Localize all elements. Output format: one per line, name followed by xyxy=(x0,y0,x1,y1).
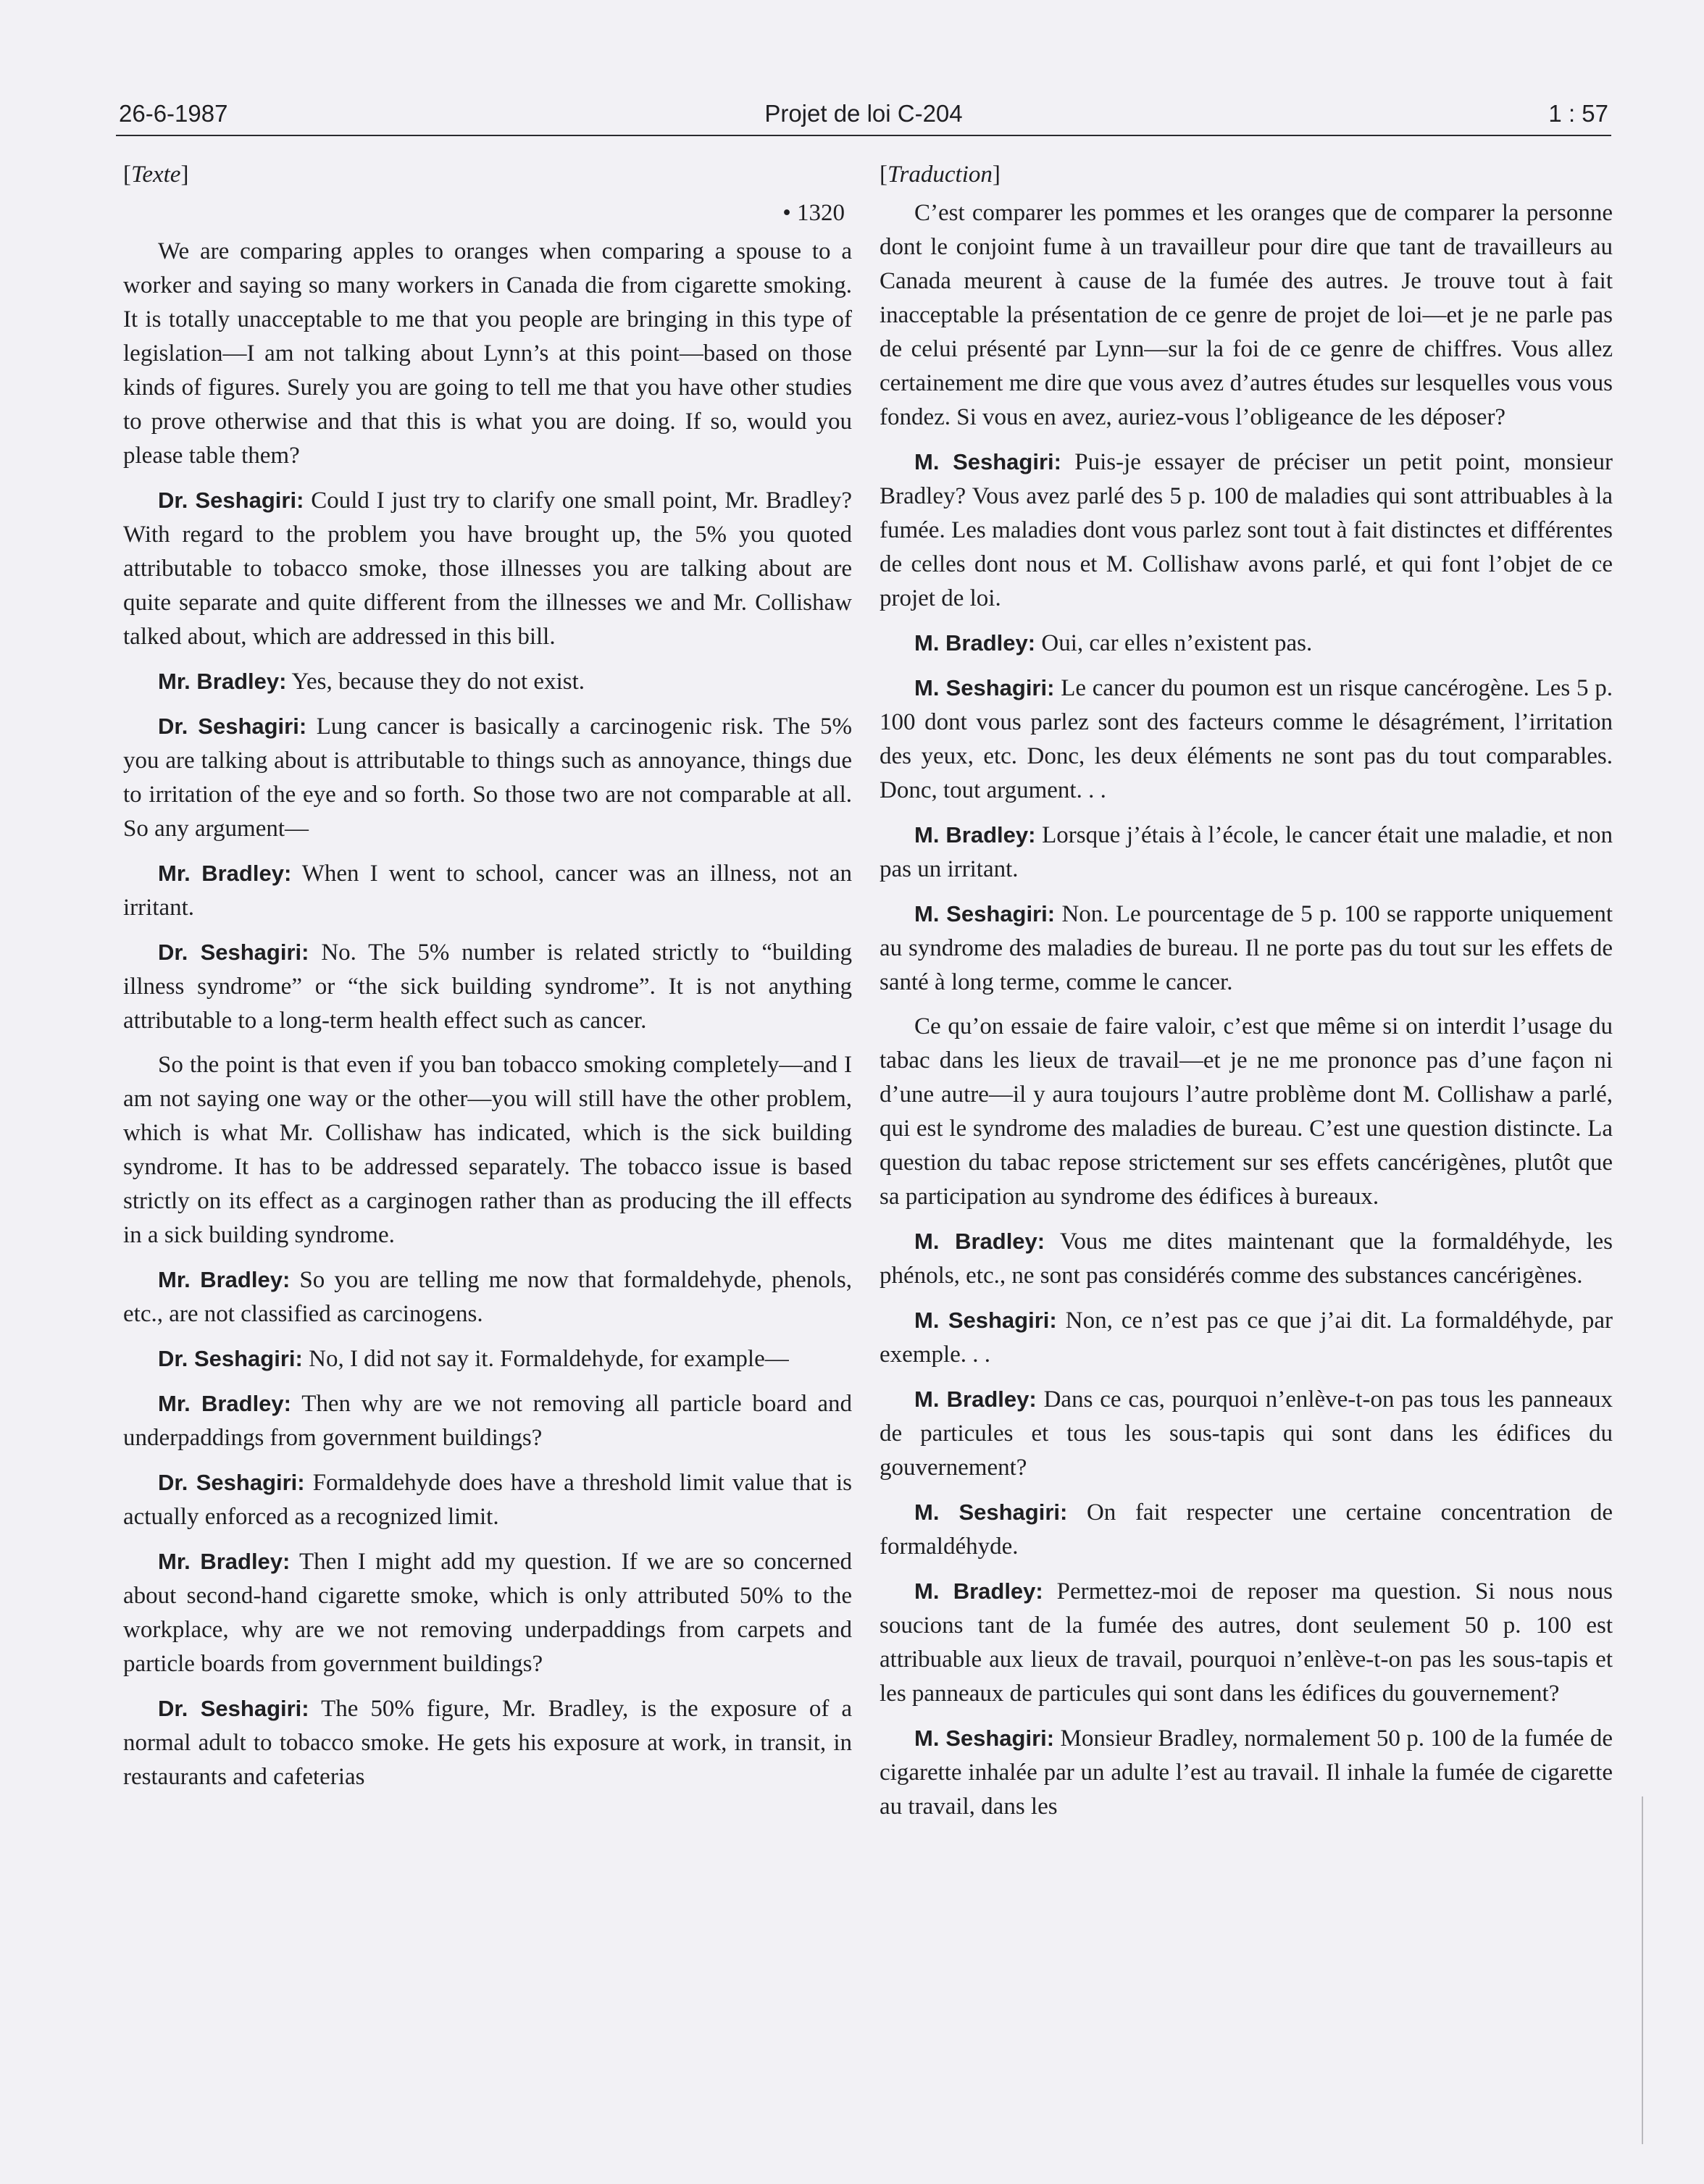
speaker-name: M. Bradley: xyxy=(914,630,1036,656)
paragraph-text: Then why are we not removing all particle board and underpaddings from government buildings? xyxy=(123,1391,852,1451)
transcript-paragraph xyxy=(123,1342,852,1376)
transcript-paragraph xyxy=(880,1721,1613,1824)
paragraph-text: When I went to school, cancer was an illness, not an irritant. xyxy=(123,861,852,921)
speaker-name: Dr. Seshagiri: xyxy=(158,488,304,513)
transcript-paragraph xyxy=(123,1048,852,1252)
speaker-name: M. Bradley: xyxy=(914,1578,1043,1604)
paragraph-text: So the point is that even if you ban tobacco smoking completely—and I am not saying one way or the other—you will still have the other problem, which is what Mr. Collishaw has indicated, which is the sick building syndrome. It has to be addressed separately. The tobacco issue is based strictly on its effect as a carginogen rather than as producing the ill effects in a sick building syndrome. xyxy=(123,1052,852,1248)
margin-rule xyxy=(1642,1796,1643,2144)
speaker-name: Mr. Bradley: xyxy=(158,1549,291,1574)
paragraph-text: No, I did not say it. Formaldehyde, for example— xyxy=(309,1346,789,1372)
french-column xyxy=(880,158,1613,2056)
section-tag-label: Traduction xyxy=(888,162,993,188)
speaker-name: Mr. Bradley: xyxy=(158,669,287,694)
page-header xyxy=(116,94,1611,136)
transcript-paragraph xyxy=(123,709,852,846)
transcript-paragraph xyxy=(123,1465,852,1534)
speaker-name: Mr. Bradley: xyxy=(158,1267,291,1292)
transcript-paragraph xyxy=(123,664,852,699)
section-tag-label: Texte xyxy=(131,162,181,188)
transcript-paragraph xyxy=(880,671,1613,808)
transcript-paragraph xyxy=(123,1691,852,1794)
speaker-name: M. Seshagiri: xyxy=(914,901,1056,926)
time-stamp: • 1320 xyxy=(782,200,845,226)
speaker-name: Dr. Seshagiri: xyxy=(158,1696,309,1721)
paragraph-text: Non. Le pourcentage de 5 p. 100 se rapporte uniquement au syndrome des maladies de bureau. Il ne porte pas du tout sur les effets de santé à long terme, comme le cancer. xyxy=(880,901,1613,995)
header-page-number: 1 : 57 xyxy=(1548,100,1608,127)
paragraph-text: On fait respecter une certaine concentration de formaldéhyde. xyxy=(880,1499,1613,1560)
paragraph-text: Formaldehyde does have a threshold limit value that is actually enforced as a recognized limit. xyxy=(123,1470,852,1530)
section-tag-texte: [Texte] xyxy=(123,162,189,188)
transcript-paragraph xyxy=(880,1224,1613,1293)
transcript-paragraph xyxy=(880,818,1613,887)
speaker-name: Dr. Seshagiri: xyxy=(158,1346,303,1371)
transcript-paragraph xyxy=(880,626,1613,661)
transcript-paragraph xyxy=(123,1386,852,1455)
paragraph-text: Oui, car elles n’existent pas. xyxy=(1041,630,1313,656)
transcript-paragraph xyxy=(880,1382,1613,1485)
header-date: 26-6-1987 xyxy=(119,100,228,127)
paragraph-text: The 50% figure, Mr. Bradley, is the exposure of a normal adult to tobacco smoke. He gets his exposure at work, in transit, in restaurants and cafeterias xyxy=(123,1696,852,1790)
paragraph-text: C’est comparer les pommes et les oranges que de comparer la personne dont le conjoint fume à un travailleur pour dire que tant de travailleurs au Canada meurent à cause de la fumée des autres. Je trouve tout à fait inacceptable la présentation de ce genre de projet de loi—et je ne parle pas de celui présenté par Lynn—sur la foi de ce genre de chiffres. Vous allez certainement me dire que vous avez d’autres études sur lesquelles vous vous fondez. Si vous en avez, auriez-vous l’obligeance de les déposer? xyxy=(880,200,1613,430)
paragraph-text: Vous me dites maintenant que la formaldéhyde, les phénols, etc., ne sont pas considérés comme des substances cancérigènes. xyxy=(880,1229,1613,1289)
paragraph-text: Monsieur Bradley, normalement 50 p. 100 de la fumée de cigarette inhalée par un adulte l’est au travail. Il inhale la fumée de cigarette au travail, dans les xyxy=(880,1725,1613,1820)
speaker-name: M. Seshagiri: xyxy=(914,1725,1055,1751)
paragraph-text: Puis-je essayer de préciser un petit point, monsieur Bradley? Vous avez parlé des 5 p. 100 de maladies qui sont attribuables à la fumée. Les maladies dont vous parlez sont tout à fait distinctes et différentes de celles dont nous et M. Collishaw avons parlé, et qui font l’objet de ce projet de loi. xyxy=(880,449,1613,611)
paragraph-text: No. The 5% number is related strictly to “building illness syndrome” or “the sick building syndrome”. It is not anything attributable to a long-term health effect such as cancer. xyxy=(123,940,852,1034)
speaker-name: Mr. Bradley: xyxy=(158,1391,291,1416)
transcript-paragraph xyxy=(880,1303,1613,1372)
speaker-name: M. Bradley: xyxy=(914,822,1036,848)
transcript-paragraph xyxy=(880,1574,1613,1711)
transcript-paragraph xyxy=(880,897,1613,1000)
speaker-name: M. Seshagiri: xyxy=(914,1499,1068,1525)
speaker-name: M. Bradley: xyxy=(914,1386,1037,1412)
speaker-name: Mr. Bradley: xyxy=(158,861,292,886)
english-paragraphs xyxy=(123,235,852,1794)
transcript-paragraph xyxy=(123,483,852,654)
section-tag-traduction: [Traduction] xyxy=(880,162,1001,188)
transcript-paragraph xyxy=(880,445,1613,616)
transcript-paragraph xyxy=(123,1544,852,1681)
paragraph-text: Lorsque j’étais à l’école, le cancer était une maladie, et non pas un irritant. xyxy=(880,822,1613,882)
paragraph-text: Dans ce cas, pourquoi n’enlève-t-on pas tous les panneaux de particules et tous les sous-tapis qui sont dans les édifices du gouvernement? xyxy=(880,1386,1613,1481)
speaker-name: Dr. Seshagiri: xyxy=(158,714,307,739)
transcript-paragraph xyxy=(123,235,852,473)
transcript-paragraph xyxy=(880,1495,1613,1564)
speaker-name: M. Bradley: xyxy=(914,1229,1045,1254)
speaker-name: Dr. Seshagiri: xyxy=(158,940,309,965)
transcript-paragraph xyxy=(123,1263,852,1331)
paragraph-text: Ce qu’on essaie de faire valoir, c’est que même si on interdit l’usage du tabac dans les lieux de travail—et je ne me prononce pas d’une façon ni d’une autre—il y aura toujours l’autre problème dont M. Collishaw a parlé, qui est le syndrome des maladies de bureau. C’est une question distincte. La question du tabac repose strictement sur ses effets cancérigènes, plutôt que sa participation au syndrome des édifices à bureaux. xyxy=(880,1013,1613,1210)
paragraph-text: Yes, because they do not exist. xyxy=(291,669,585,695)
transcript-paragraph xyxy=(880,196,1613,435)
paragraph-text: We are comparing apples to oranges when comparing a spouse to a worker and saying so many workers in Canada die from cigarette smoking. It is totally unacceptable to me that you people are bringing in this type of legislation—I am not talking about Lynn’s at this point—based on those kinds of figures. Surely you are going to tell me that you have other studies to prove otherwise and that this is what you are doing. If so, would you please table them? xyxy=(123,238,852,469)
paragraph-text: Lung cancer is basically a carcinogenic risk. The 5% you are talking about is attributable to things such as annoyance, things due to irritation of the eye and so forth. So those two are not comparable at all. So any argument— xyxy=(123,714,852,842)
header-title: Projet de loi C-204 xyxy=(764,100,963,127)
speaker-name: Dr. Seshagiri: xyxy=(158,1470,305,1495)
paragraph-text: Non, ce n’est pas ce que j’ai dit. La formaldéhyde, par exemple. . . xyxy=(880,1308,1613,1368)
english-column xyxy=(123,158,852,2056)
french-paragraphs xyxy=(880,196,1613,1824)
paragraph-text: Permettez-moi de reposer ma question. Si nous nous soucions tant de la fumée des autres, dont seulement 50 p. 100 est attribuable aux lieux de travail, pourquoi n’enlève-t-on pas les sous-tapis et les panneaux de particules qui sont dans les édifices du gouvernement? xyxy=(880,1578,1613,1707)
paragraph-text: Le cancer du poumon est un risque cancérogène. Les 5 p. 100 dont vous parlez sont des facteurs comme le désagrément, l’irritation des yeux, etc. Donc, les deux éléments ne sont pas du tout comparables. Donc, tout argument. . . xyxy=(880,675,1613,803)
transcript-paragraph xyxy=(123,935,852,1038)
paragraph-text: Could I just try to clarify one small point, Mr. Bradley? With regard to the problem you have brought up, the 5% you quoted attributable to tobacco smoke, those illnesses you are talking about are quite separate and quite different from the illnesses we and Mr. Collishaw talked about, which are addressed in this bill. xyxy=(123,488,852,650)
transcript-paragraph xyxy=(880,1010,1613,1214)
paragraph-text: So you are telling me now that formaldehyde, phenols, etc., are not classified as carcinogens. xyxy=(123,1267,852,1327)
speaker-name: M. Seshagiri: xyxy=(914,675,1055,700)
transcript-paragraph xyxy=(123,856,852,925)
speaker-name: M. Seshagiri: xyxy=(914,1308,1057,1333)
paragraph-text: Then I might add my question. If we are so concerned about second-hand cigarette smoke, which is only attributed 50% to the workplace, why are we not removing underpaddings from carpets and particle boards from government buildings? xyxy=(123,1549,852,1677)
speaker-name: M. Seshagiri: xyxy=(914,449,1061,474)
